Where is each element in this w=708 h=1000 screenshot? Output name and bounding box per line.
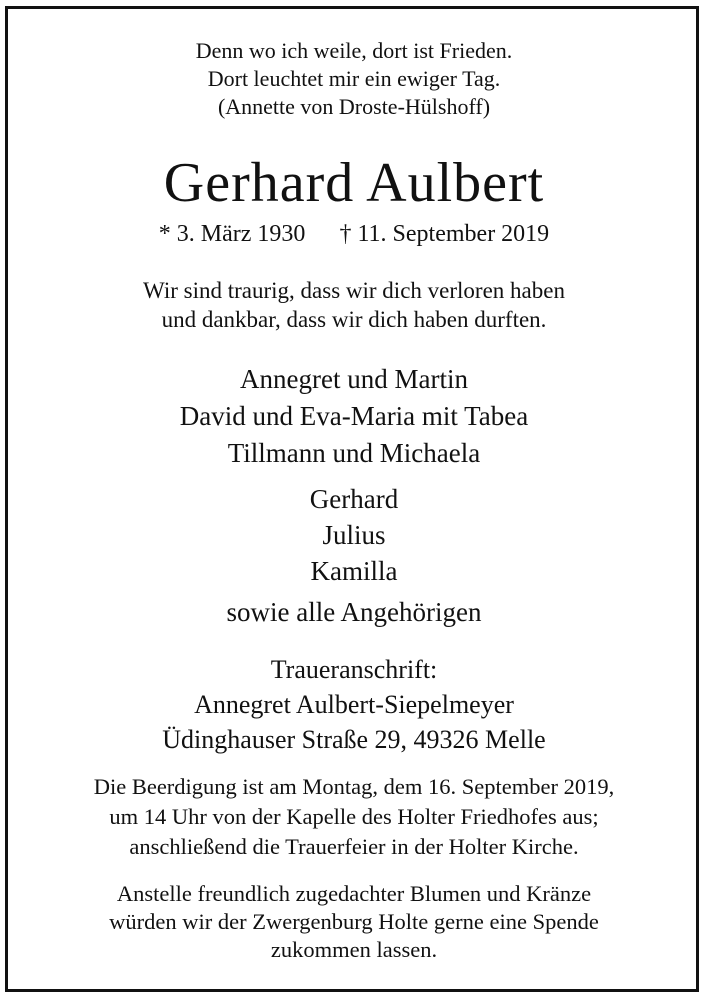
sentiment-line: Wir sind traurig, dass wir dich verloren haben: [143, 278, 565, 303]
family-line: Annegret und Martin: [240, 364, 468, 394]
address-name: Annegret Aulbert-Siepelmeyer: [194, 690, 514, 719]
grandchild-name: Julius: [322, 520, 386, 550]
mourning-address: [0, 652, 708, 757]
family-line: Tillmann und Michaela: [227, 438, 481, 468]
family-line: David und Eva-Maria mit Tabea: [179, 401, 529, 431]
address-heading: Traueranschrift:: [270, 655, 438, 684]
funeral-line: Die Beerdigung ist am Montag, dem 16. September 2019,: [93, 774, 615, 799]
address-street: Üdinghauser Straße 29, 49326 Melle: [162, 725, 546, 754]
sentiment-text: [0, 276, 708, 334]
family-list: [0, 361, 708, 472]
funeral-line: anschließend die Trauerfeier in der Holter Kirche.: [129, 834, 579, 859]
donation-line: zukommen lassen.: [270, 937, 438, 962]
life-dates: [0, 219, 708, 249]
quote-line: Denn wo ich weile, dort ist Frieden.: [195, 38, 513, 63]
funeral-line: um 14 Uhr von der Kapelle des Holter Friedhofes aus;: [109, 804, 599, 829]
quote-attribution: (Annette von Droste-Hülshoff): [217, 94, 491, 119]
grandchild-name: Gerhard: [309, 484, 399, 514]
donation-line: würden wir der Zwergenburg Holte gerne eine Spende: [109, 909, 599, 934]
relatives-line: sowie alle Angehörigen: [226, 597, 482, 627]
epigraph-quote: [0, 37, 708, 121]
grandchildren-list: [0, 481, 708, 589]
birth-date: * 3. März 1930: [158, 221, 306, 247]
funeral-info: [0, 772, 708, 862]
deceased-name: Gerhard Aulbert: [163, 152, 545, 214]
donation-line: Anstelle freundlich zugedachter Blumen und Kränze: [116, 881, 592, 906]
death-date: † 11. September 2019: [339, 221, 550, 247]
donation-request: [0, 880, 708, 964]
grandchild-name: Kamilla: [310, 556, 398, 586]
quote-line: Dort leuchtet mir ein ewiger Tag.: [207, 66, 501, 91]
sentiment-line: und dankbar, dass wir dich haben durften.: [161, 307, 547, 332]
